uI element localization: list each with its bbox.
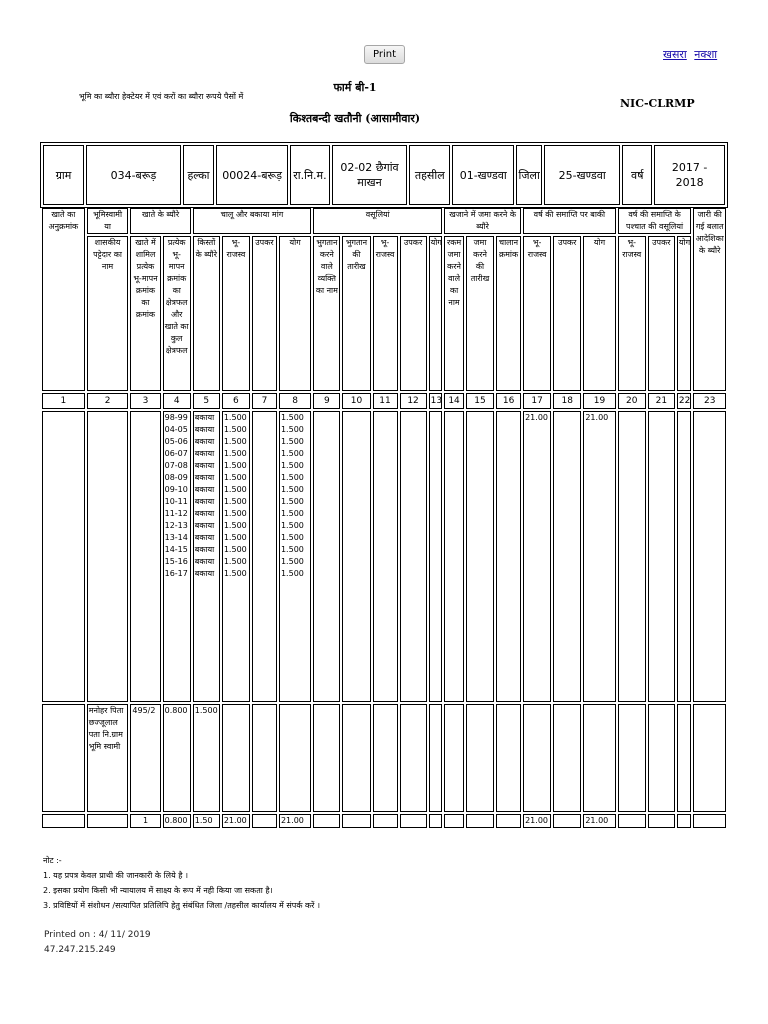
hdr-c10: भुगतान की तारीख [342,236,370,391]
column-number-7: 7 [252,393,277,409]
zila-value: 25-खण्डवा [544,145,620,205]
arrear-year-6: 09-10 [164,485,188,494]
arrear-total-4: 1.500 [280,461,304,470]
rnm-value: 02-02 छैगांव माखन [332,145,407,205]
note-1: 1. यह प्रपत्र केवल प्राथी की जानकारी के लिये है । [43,871,189,880]
hdr-shaskiya: शासकीय पट्टेदार का नाम [87,236,129,391]
arrear-amount-11: 1.500 [223,545,247,554]
baki-yog: 21.00 [583,411,615,702]
hdr-c19: योग [583,236,615,391]
halka-value: 00024-बरूड़ [216,145,288,205]
arrear-year-10: 13-14 [164,533,188,542]
printed-on: Printed on : 4/ 11/ 2019 [44,930,151,940]
table-row-arrears [42,411,726,702]
arrear-total-8: 1.500 [280,509,304,518]
total-c19: 21.00 [583,814,615,828]
arrear-total-6: 1.500 [280,485,304,494]
print-button[interactable]: Print [364,45,405,64]
tehsil-value: 01-खण्डवा [452,145,514,205]
owner-survey: 495/2 [130,704,160,812]
arrear-years-cell [163,411,191,702]
arrear-total-9: 1.500 [280,521,304,530]
gram-value: 034-बरूड़ [86,145,181,205]
total-c17: 21.00 [523,814,551,828]
form-title: फार्म बी-1 [333,81,377,94]
column-number-8: 8 [279,393,311,409]
column-number-23: 23 [693,393,726,409]
table-row-total [42,814,726,828]
total-c3: 1 [130,814,160,828]
arrear-amount-12: 1.500 [223,557,247,566]
arrear-total-10: 1.500 [280,533,304,542]
hdr-c6: भू-राजस्व [222,236,250,391]
arrear-label-11: बकाया [194,545,215,554]
hdr-c5: किस्तों के ब्यौरे [193,236,220,391]
column-number-row [42,393,726,409]
hdr-c15: जमा करने की तारीख [466,236,494,391]
khatauni-table [40,206,728,830]
location-info-table [40,142,728,208]
hdr-c7: उपकर [252,236,277,391]
column-number-18: 18 [553,393,581,409]
hdr-c18: उपकर [553,236,581,391]
arrear-total-11: 1.500 [280,545,304,554]
arrear-total-13: 1.500 [280,569,304,578]
arrear-amount-13: 1.500 [223,569,247,578]
nic-label: NIC-CLRMP [620,97,695,110]
arrear-label-13: बकाया [194,569,215,578]
column-number-11: 11 [373,393,398,409]
arrear-amount-7: 1.500 [223,497,247,506]
naksha-link[interactable]: नक्शा [694,48,718,61]
arrear-label-4: बकाया [194,461,215,470]
tehsil-label: तहसील [409,145,450,205]
arrear-year-9: 12-13 [164,521,188,530]
hdr-c11: भू-राजस्व [373,236,398,391]
units-note: भूमि का ब्यौरा हेक्टेयर में एवं करों का ब्यौरा रूपये पैसों में [79,92,244,101]
total-c4: 0.800 [163,814,191,828]
arrear-total-5: 1.500 [280,473,304,482]
column-number-3: 3 [130,393,160,409]
arrear-year-13: 16-17 [164,569,188,578]
column-number-4: 4 [163,393,191,409]
hdr-c12: उपकर [400,236,427,391]
column-number-2: 2 [87,393,129,409]
arrear-amount-1: 1.500 [223,425,247,434]
column-number-20: 20 [618,393,646,409]
hdr-c20: भू-राजस्व [618,236,646,391]
arrear-year-2: 05-06 [164,437,188,446]
note-3: 3. प्रविष्टियों में संशोधन /सत्यापित प्रतिलिपि हेतु संबंधित जिला /तहसील कार्यालय में संपर्क करें । [43,901,320,910]
hdr-c3: खाते में शामिल प्रत्येक भू-मापन क्रमांक का क्रमांक [130,236,160,391]
arrear-amounts-cell [222,411,250,702]
arrear-amount-8: 1.500 [223,509,247,518]
arrear-label-1: बकाया [194,425,215,434]
column-number-16: 16 [496,393,521,409]
form-subtitle: किश्तबन्दी खतौनी (आसामीवार) [289,112,421,125]
arrear-totals-cell [279,411,311,702]
header-row-2 [42,236,726,391]
arrear-year-11: 14-15 [164,545,188,554]
arrear-total-0: 1.500 [280,413,304,422]
arrear-label-7: बकाया [194,497,215,506]
arrear-amount-6: 1.500 [223,485,247,494]
arrear-year-8: 11-12 [164,509,188,518]
arrear-label-0: बकाया [194,413,215,422]
hdr-khate-byore: खाते के ब्यौरे [130,208,190,234]
notes-section [43,853,320,913]
hdr-varsh-samapti: वर्ष की समाप्ति पर बाकी [523,208,616,234]
column-number-6: 6 [222,393,250,409]
khasra-link[interactable]: खसरा [663,48,687,61]
arrear-amount-5: 1.500 [223,473,247,482]
owner-area: 0.800 [163,704,191,812]
hdr-c17: भू-राजस्व [523,236,551,391]
arrear-year-12: 15-16 [164,557,188,566]
arrear-total-7: 1.500 [280,497,304,506]
hdr-c8: योग [279,236,311,391]
arrear-amount-0: 1.500 [223,413,247,422]
hdr-jari: जारी की गई बलात आदेशिका के ब्यौरे [693,208,726,391]
arrear-label-5: बकाया [194,473,215,482]
owner-kist: 1.500 [193,704,220,812]
total-c5: 1.50 [193,814,220,828]
column-number-1: 1 [42,393,85,409]
header-row-1 [42,208,726,234]
arrear-total-1: 1.500 [280,425,304,434]
arrear-label-8: बकाया [194,509,215,518]
arrear-year-0: 98-99 [164,413,188,422]
varsh-value: 2017 - 2018 [654,145,725,205]
halka-label: हल्का [183,145,214,205]
ip-address: 47.247.215.249 [44,945,116,955]
total-c6: 21.00 [222,814,250,828]
arrear-total-2: 1.500 [280,437,304,446]
arrear-year-7: 10-11 [164,497,188,506]
hdr-c9: भुगतान करने वाले व्यक्ति का नाम [313,236,340,391]
hdr-bhumiswami: भूमिस्वामी या [87,208,129,234]
hdr-khate-anukramank: खाते का अनुक्रमांक [42,208,85,391]
total-c8: 21.00 [279,814,311,828]
column-number-5: 5 [193,393,220,409]
hdr-c14: रकम जमा करने वाले का नाम [444,236,464,391]
column-number-14: 14 [444,393,464,409]
column-number-22: 22 [677,393,692,409]
arrear-label-2: बकाया [194,437,215,446]
hdr-c16: चालान क्रमांक [496,236,521,391]
table-row-owner [42,704,726,812]
arrear-total-12: 1.500 [280,557,304,566]
arrear-amount-3: 1.500 [223,449,247,458]
arrear-label-3: बकाया [194,449,215,458]
arrear-label-10: बकाया [194,533,215,542]
column-number-15: 15 [466,393,494,409]
baki-bhu-rajasva: 21.00 [523,411,551,702]
hdr-c22: योग [677,236,692,391]
hdr-chalu-bakaya: चालू और बकाया मांग [193,208,312,234]
note-2: 2. इसका प्रयोग किसी भी न्यायालय में साक्ष्य के रूप में नही किया जा सकता है। [43,886,273,895]
arrear-label-6: बकाया [194,485,215,494]
hdr-vasuliyan: वसूलियां [313,208,442,234]
arrear-total-3: 1.500 [280,449,304,458]
arrear-year-3: 06-07 [164,449,188,458]
hdr-c4: प्रत्येक भू-मापन क्रमांक का क्षेत्रफल और खाते का कुल क्षेत्रफल [163,236,191,391]
varsh-label: वर्ष [622,145,652,205]
column-number-21: 21 [648,393,675,409]
column-number-12: 12 [400,393,427,409]
rnm-label: रा.नि.म. [290,145,330,205]
column-number-19: 19 [583,393,615,409]
hdr-khajane: खजाने में जमा करने के ब्यौरे [444,208,521,234]
arrear-amount-10: 1.500 [223,533,247,542]
top-links [663,47,721,62]
owner-name: मनोहर पिता छज्जूलाल पता नि.ग्राम भूमि स्वामी [87,704,129,812]
arrear-year-1: 04-05 [164,425,188,434]
hdr-varsh-pashchat: वर्ष की समाप्ति के पश्चात की वसूलियां [618,208,692,234]
arrear-amount-9: 1.500 [223,521,247,530]
print-footer [44,928,151,958]
arrear-label-12: बकाया [194,557,215,566]
zila-label: जिला [516,145,542,205]
arrear-amount-4: 1.500 [223,461,247,470]
column-number-17: 17 [523,393,551,409]
hdr-c21: उपकर [648,236,675,391]
hdr-c13: योग [429,236,443,391]
column-number-13: 13 [429,393,443,409]
arrear-labels-cell [193,411,220,702]
arrear-year-5: 08-09 [164,473,188,482]
gram-label: ग्राम [43,145,84,205]
arrear-amount-2: 1.500 [223,437,247,446]
arrear-year-4: 07-08 [164,461,188,470]
column-number-9: 9 [313,393,340,409]
column-number-10: 10 [342,393,370,409]
notes-heading: नोट :- [43,856,62,865]
arrear-label-9: बकाया [194,521,215,530]
